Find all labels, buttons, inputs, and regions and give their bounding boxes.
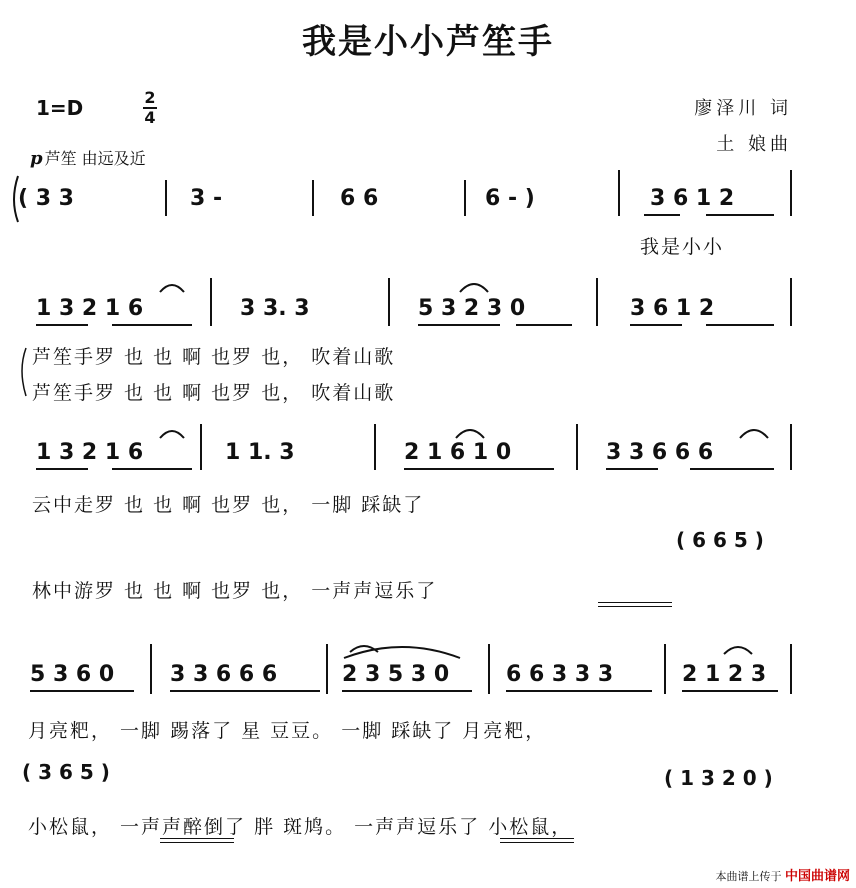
lyrics-4-2: 小松鼠， 一声声醉倒了 胖 斑鸠。 一声声逗乐了 小松鼠， <box>28 816 573 838</box>
lyrics-4-1: 月亮粑， 一脚 踢落了 星 豆豆。 一脚 踩缺了 月亮粑， <box>28 720 547 742</box>
key-signature: 1=D <box>36 96 84 120</box>
measure-4-3: 2 3 5 3 0 <box>342 662 450 687</box>
lyrics-2-2: 芦笙手罗 也 也 啊 也罗 也， 吹着山歌 <box>32 382 396 404</box>
measure-1-4: 6 - ) <box>485 186 535 211</box>
measure-2-4: 3 6 1 2 <box>630 296 715 321</box>
time-bottom: 4 <box>144 108 156 127</box>
measure-2-3: 5 3 2 3 0 <box>418 296 526 321</box>
lyricist-credit: 廖泽川 词 <box>694 98 792 119</box>
measure-3-3: 2 1 6 1 0 <box>404 440 512 465</box>
dynamic-mark: p <box>30 148 43 169</box>
footer-credit <box>715 865 850 884</box>
footer-site[interactable]: 中国曲谱网 <box>784 869 850 884</box>
alt-notes-4-1: ( 3 6 5 ) <box>22 760 110 784</box>
measure-3-1: 1 3 2 1 6 <box>36 440 144 465</box>
composer-credit: 土 娘曲 <box>716 134 792 155</box>
measure-1-2: 3 - <box>190 186 223 211</box>
lyrics-3-2: 林中游罗 也 也 啊 也罗 也， 一声声逗乐了 <box>32 580 438 602</box>
measure-1-3: 6 6 <box>340 186 379 211</box>
alt-notes-3: ( 6 6 5 ) <box>676 528 764 552</box>
measure-3-2: 1 1. 3 <box>225 440 295 465</box>
measure-4-5: 2 1 2 3 <box>682 662 767 687</box>
measure-1-5: 3 6 1 2 <box>650 186 735 211</box>
lyrics-1-1: 我是小小 <box>640 236 725 258</box>
measure-1-1: ( 3 3 <box>18 186 74 211</box>
time-top: 2 <box>144 88 156 107</box>
lyrics-3-1: 云中走罗 也 也 啊 也罗 也， 一脚 踩缺了 <box>32 494 425 516</box>
lyrics-2-1: 芦笙手罗 也 也 啊 也罗 也， 吹着山歌 <box>32 346 396 368</box>
footer-prefix: 本曲谱上传于 <box>715 870 782 883</box>
alt-notes-4-2: ( 1 3 2 0 ) <box>664 766 773 790</box>
measure-2-1: 1 3 2 1 6 <box>36 296 144 321</box>
page-title: 我是小小芦笙手 <box>302 22 554 62</box>
measure-4-2: 3 3 6 6 6 <box>170 662 278 687</box>
measure-4-4: 6 6 3 3 3 <box>506 662 614 687</box>
expression-text: 芦笙 由远及近 <box>44 149 146 168</box>
measure-3-4: 3 3 6 6 6 <box>606 440 714 465</box>
measure-2-2: 3 3. 3 <box>240 296 310 321</box>
measure-4-1: 5 3 6 0 <box>30 662 115 687</box>
